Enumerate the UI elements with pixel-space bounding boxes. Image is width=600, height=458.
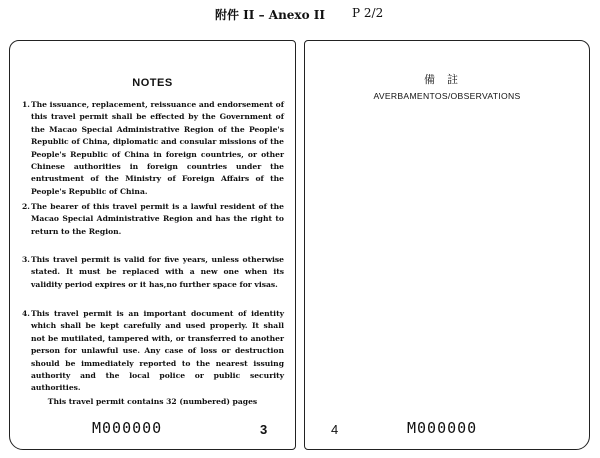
annex-label: 附件 II – Anexo II — [215, 8, 325, 22]
note-text: This travel permit is valid for five years, unless otherwise stated. It must be replaced with a new one when its validity period expires or it has,no further space for visas. — [31, 255, 284, 289]
note-number: 4. — [22, 309, 30, 318]
observations-title-chinese: 備註 — [424, 73, 470, 86]
notes-page — [9, 40, 296, 450]
page-number: 4 — [331, 422, 339, 437]
note-4 — [22, 308, 284, 395]
serial-number: M000000 — [407, 419, 478, 437]
note-2 — [22, 201, 284, 238]
note-number: 2. — [22, 202, 30, 211]
note-text: The issuance, replacement, reissuance and endorsement of this travel permit shall be effected by the Government of the Macao Special Administrative Region of the People's Republic of China, diplomatic and consular missions of the People's Republic of China in foreign countries, or other Chinese authorities in foreign countries under the entrustment of the Ministry of Foreign Affairs of the People's Republic of China. — [31, 100, 284, 196]
page-indicator: P 2/2 — [352, 6, 384, 20]
note-1 — [22, 99, 284, 198]
note-text: This travel permit is an important document of identity which shall be kept carefully and used properly. It shall not be mutilated, tampered with, or transferred to another person for unlawful use. Any case of loss or destruction should be immediately reported to the nearest issuing authority and the local police or public security authorities. — [31, 309, 284, 393]
serial-number: M000000 — [92, 419, 163, 437]
observations-title: AVERBAMENTOS/OBSERVATIONS — [373, 91, 521, 101]
page-number: 3 — [260, 422, 268, 437]
observations-page — [304, 40, 590, 450]
note-number: 1. — [22, 100, 30, 109]
note-number: 3. — [22, 255, 30, 264]
page-count-line: This travel permit contains 32 (numbered) pages — [47, 397, 258, 406]
note-3 — [22, 254, 284, 291]
note-text: The bearer of this travel permit is a lawful resident of the Macao Special Administrative Region and has the right to return to the Region. — [31, 202, 284, 236]
notes-title: NOTES — [132, 77, 173, 89]
